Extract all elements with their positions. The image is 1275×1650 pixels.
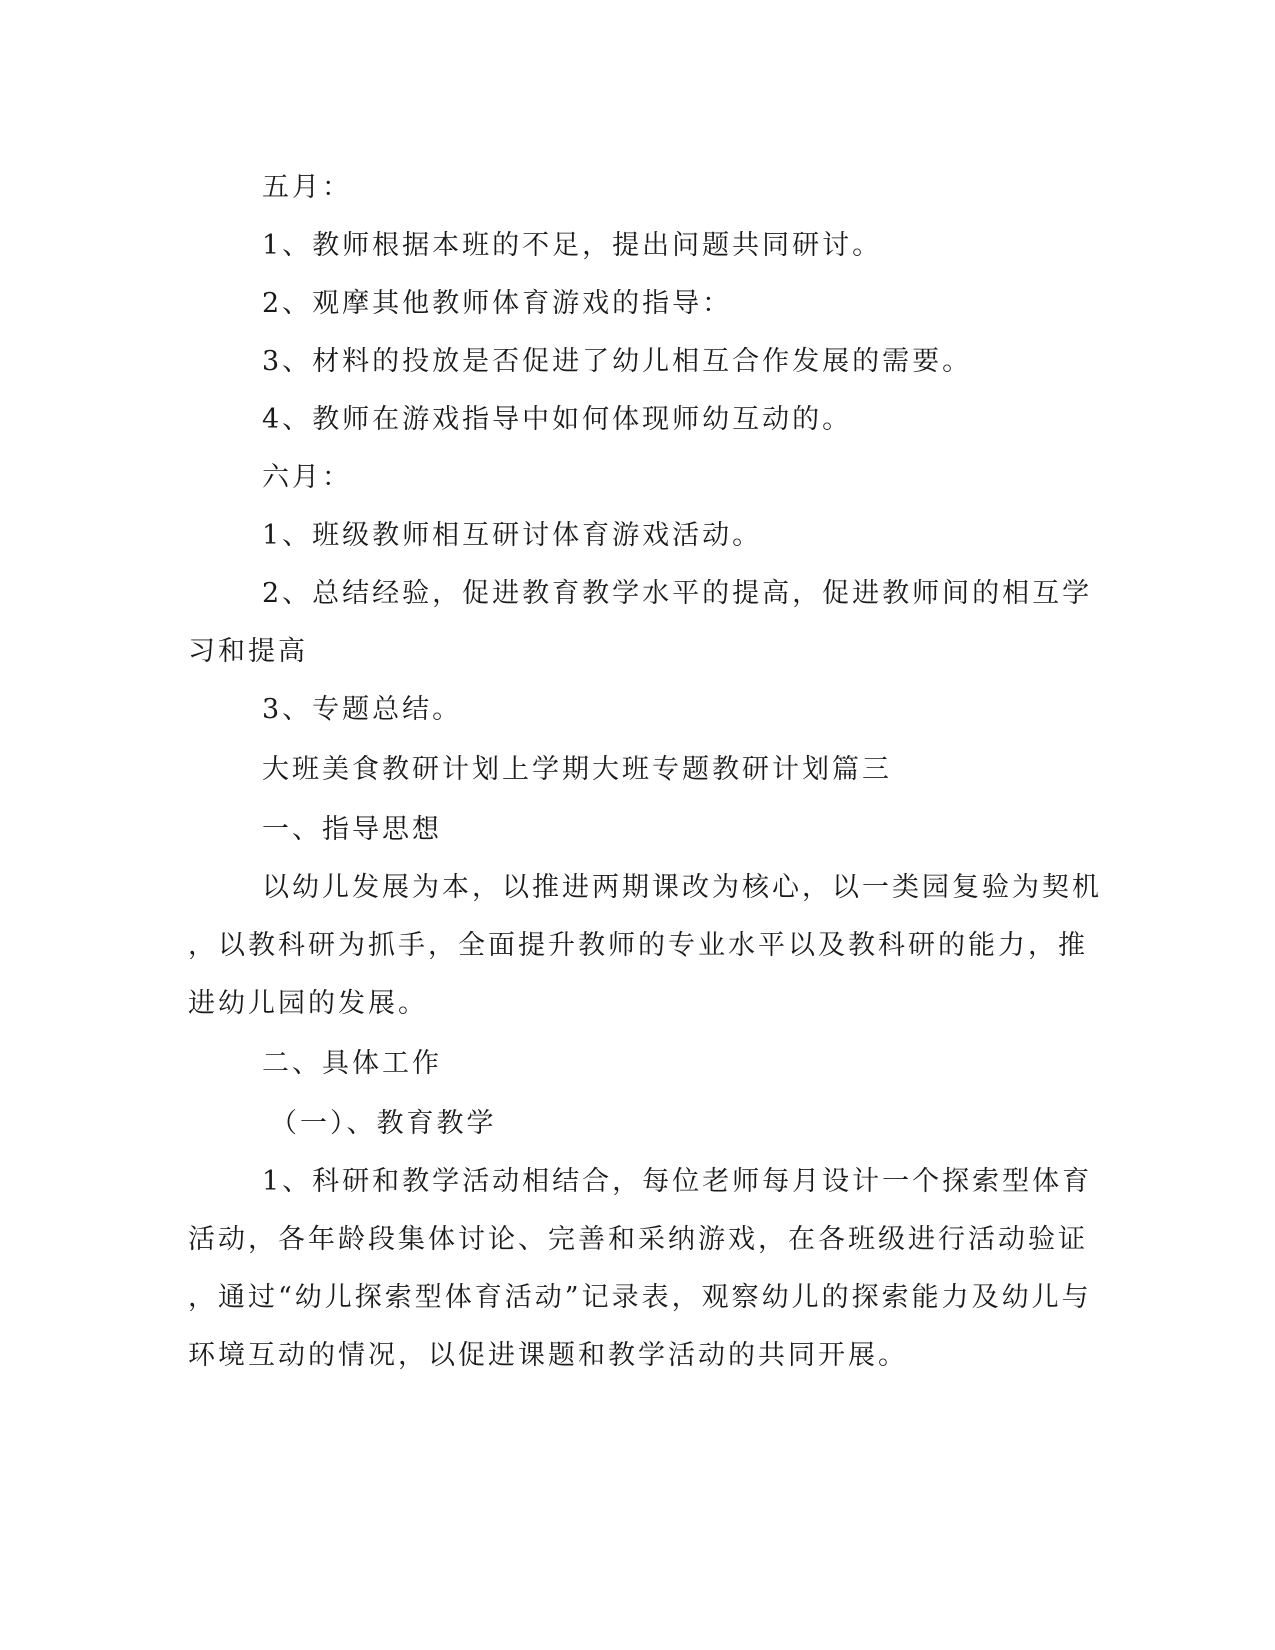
paragraph-line: 4、教师在游戏指导中如何体现师幼互动的。 (262, 404, 853, 435)
paragraph-line: 进幼儿园的发展。 (188, 988, 428, 1019)
heading-june: 六月： (262, 462, 352, 493)
paragraph-line: 1、班级教师相互研讨体育游戏活动。 (262, 520, 763, 551)
subsection-heading: （一）、教育教学 (270, 1108, 497, 1139)
paragraph-line: ，通过“幼儿探索型体育活动”记录表，观察幼儿的探索能力及幼儿与 (188, 1282, 1092, 1313)
paragraph-line: 3、材料的投放是否促进了幼儿相互合作发展的需要。 (262, 346, 973, 377)
heading-may: 五月： (262, 172, 352, 203)
section-heading: 二、具体工作 (262, 1048, 442, 1079)
paragraph-line: 1、教师根据本班的不足，提出问题共同研讨。 (262, 230, 883, 261)
paragraph-line: 活动，各年龄段集体讨论、完善和采纳游戏，在各班级进行活动验证 (188, 1224, 1088, 1255)
paragraph-line: 以幼儿发展为本，以推进两期课改为核心，以一类园复验为契机 (262, 872, 1102, 903)
paragraph-line: 2、观摩其他教师体育游戏的指导： (262, 288, 733, 319)
paragraph-line: 1、科研和教学活动相结合，每位老师每月设计一个探索型体育 (262, 1166, 1093, 1197)
paragraph-line: 环境互动的情况，以促进课题和教学活动的共同开展。 (188, 1340, 908, 1371)
section-heading: 一、指导思想 (262, 814, 442, 845)
paragraph-line: 3、专题总结。 (262, 694, 463, 725)
paragraph-line: 习和提高 (188, 636, 308, 667)
section-title: 大班美食教研计划上学期大班专题教研计划篇三 (262, 754, 892, 785)
paragraph-line: ，以教科研为抓手，全面提升教师的专业水平以及教科研的能力，推 (188, 930, 1088, 961)
paragraph-line: 2、总结经验，促进教育教学水平的提高，促进教师间的相互学 (262, 578, 1093, 609)
